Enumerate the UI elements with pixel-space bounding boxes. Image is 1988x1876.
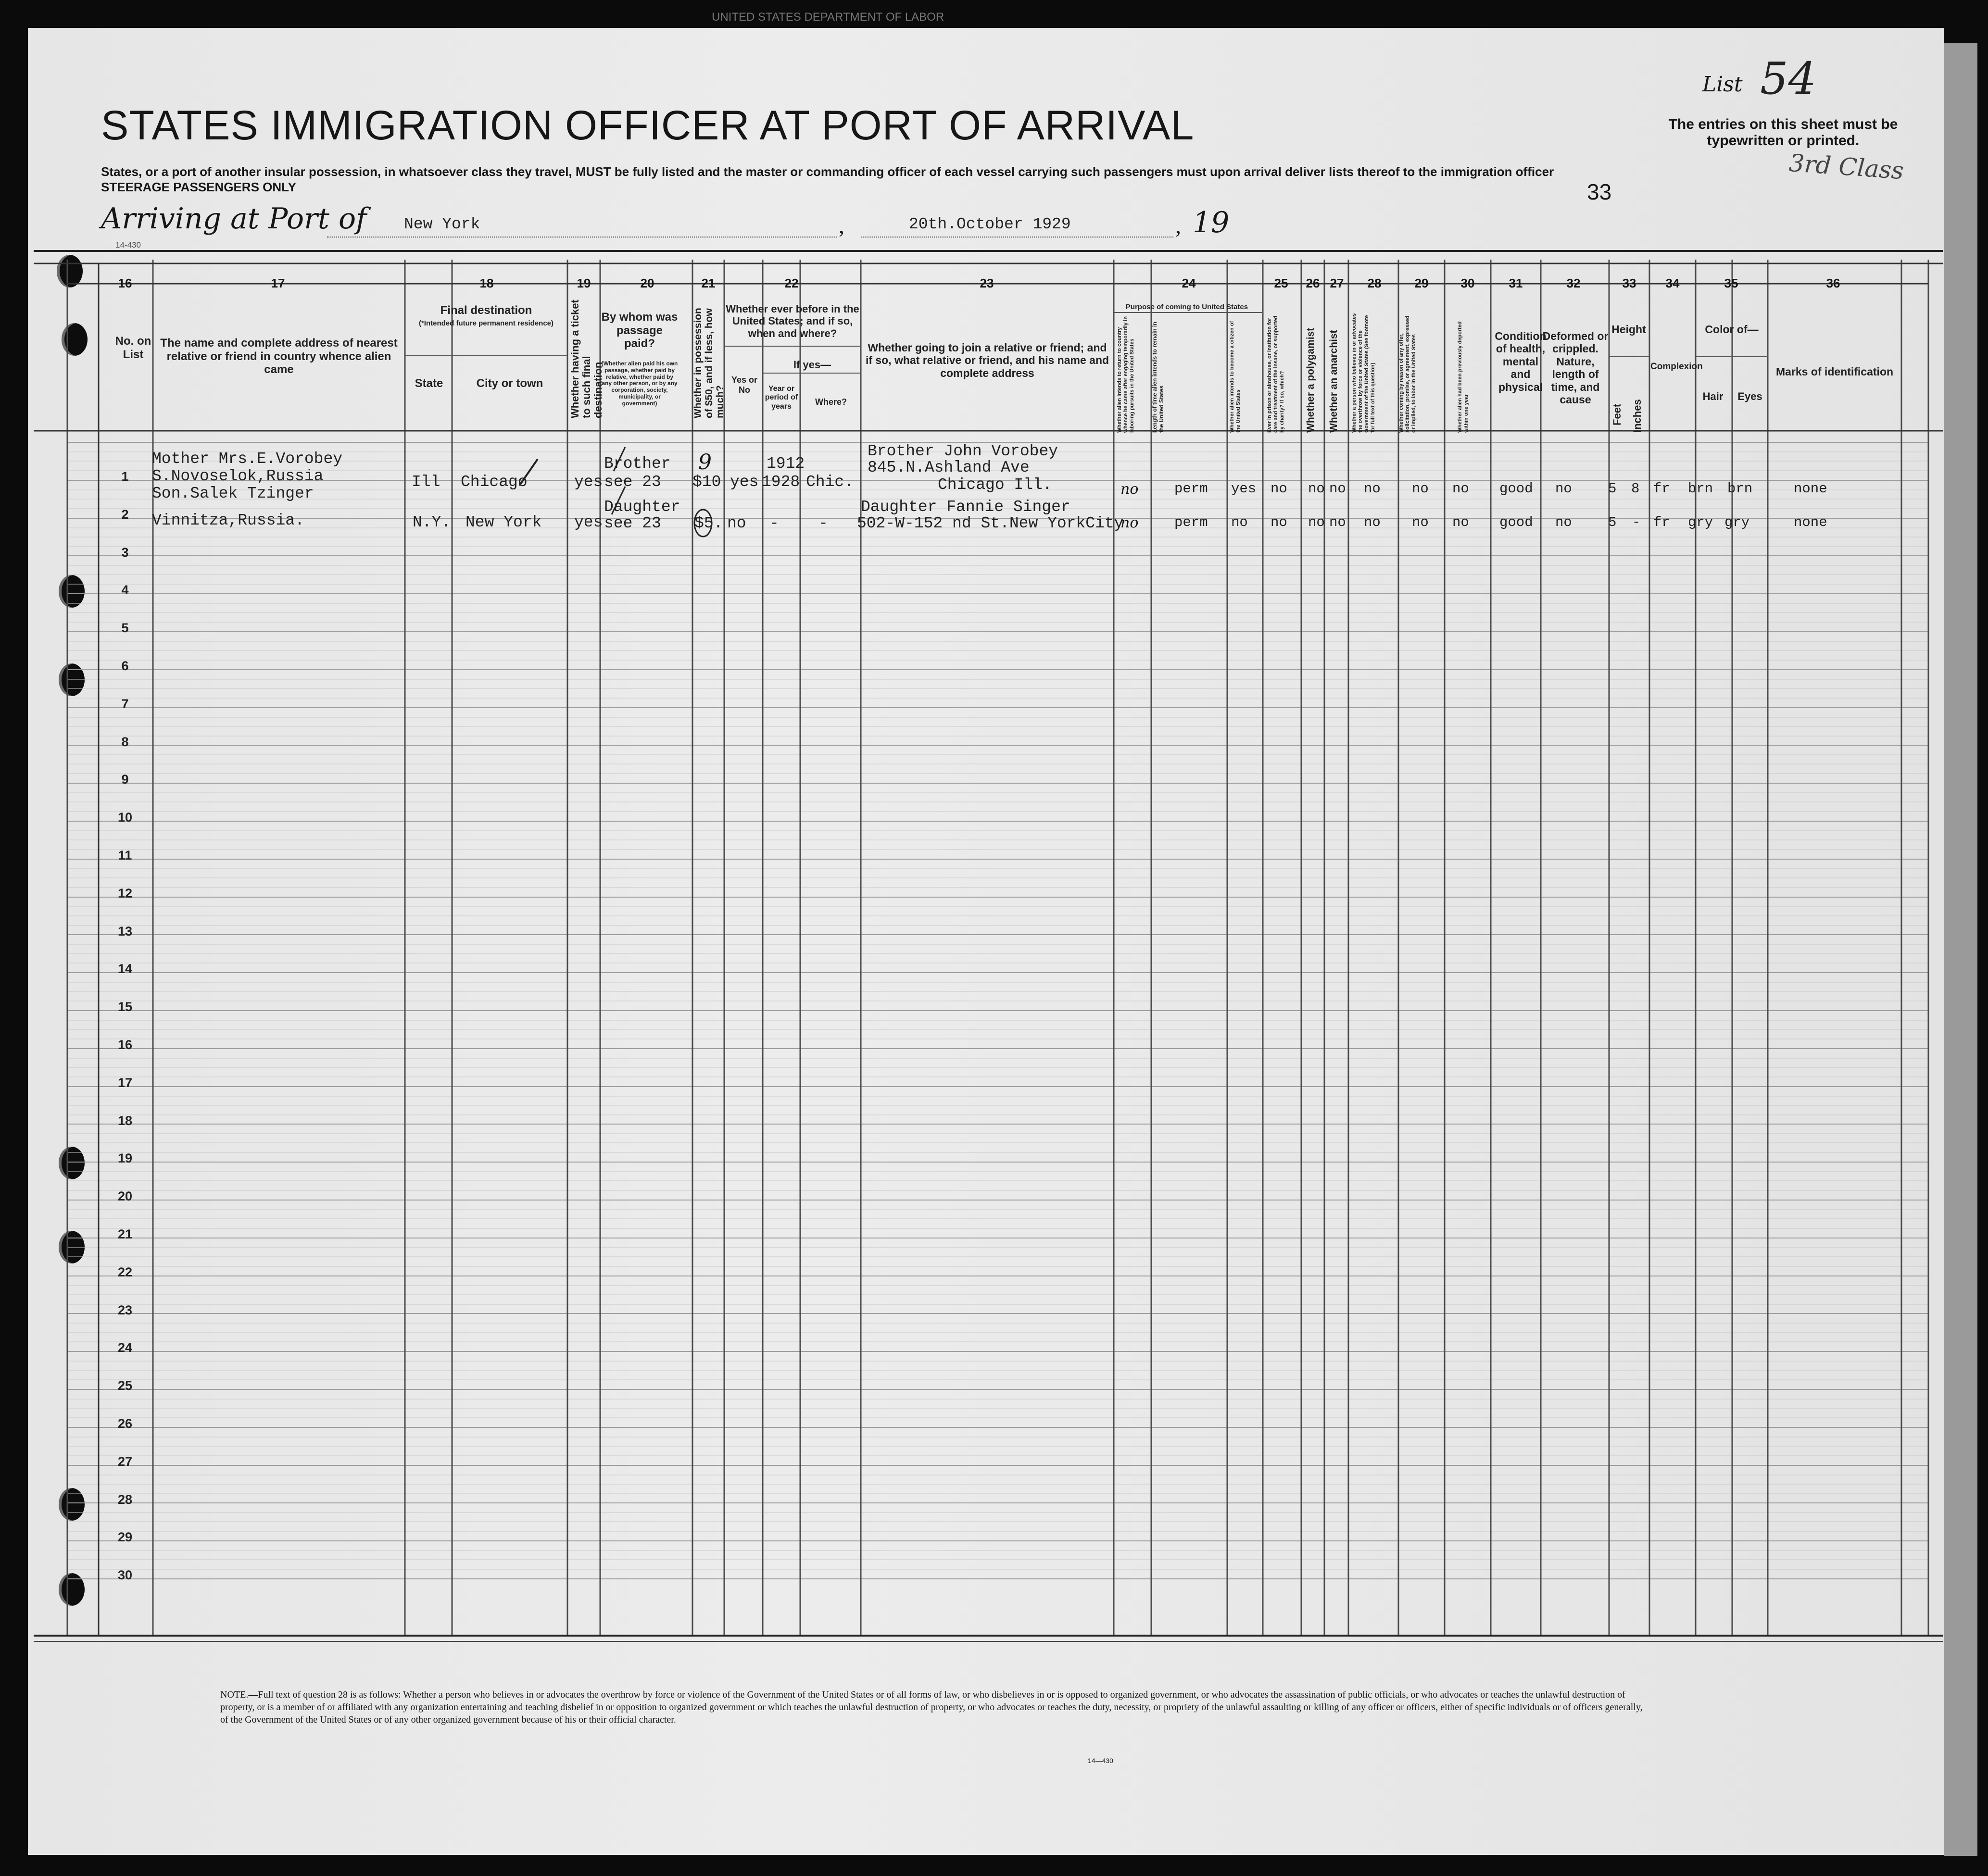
column-number: 24: [1182, 276, 1196, 290]
polygamist-cell: no: [1308, 514, 1325, 530]
header-eyes: Eyes: [1737, 390, 1762, 402]
row-number: 14: [117, 962, 133, 976]
port-value: New York: [404, 215, 480, 233]
header-final-destination: Final destination: [440, 304, 532, 317]
comma: ,: [839, 213, 844, 238]
column-number: 35: [1724, 276, 1738, 290]
form-code: 14-430: [115, 240, 141, 250]
header-prison: Ever in prison or almshouse, or institution for care and treatment of the insane, or supported by charity? If so, which?: [1267, 315, 1285, 433]
header-color-of: Color of—: [1705, 323, 1759, 336]
comma: ,: [1175, 213, 1181, 238]
row-number: 4: [121, 583, 129, 597]
row-number: 6: [121, 659, 129, 673]
marks-cell: none: [1794, 481, 1827, 497]
row-number: 7: [121, 697, 129, 711]
header-ticket: Whether having a ticket to such final destination: [569, 300, 604, 418]
row-number: 17: [117, 1076, 133, 1090]
joining-line1: Daughter Fannie Singer: [861, 498, 1070, 516]
where-cell: Chic.: [806, 473, 854, 491]
anarchist-cell: no: [1329, 481, 1346, 497]
row-number: 25: [117, 1378, 133, 1393]
row-number: 12: [117, 886, 133, 900]
row-number: 1: [121, 469, 129, 484]
eyes-cell: gry: [1724, 514, 1750, 530]
overthrow-cell: no: [1364, 514, 1381, 530]
inches-cell: -: [1632, 514, 1641, 530]
passage-line2: see 23: [604, 473, 661, 491]
header-polygamist: Whether a polygamist: [1305, 327, 1316, 433]
column-number: 17: [271, 276, 285, 290]
row-number: 18: [117, 1113, 133, 1128]
header-relative: The name and complete address of nearest relative or friend in country whence alien came: [160, 337, 398, 376]
column-number: 16: [118, 276, 132, 290]
marks-cell: none: [1794, 514, 1827, 530]
arriving-label: Arriving at Port of: [101, 202, 367, 236]
column-number: 36: [1826, 276, 1840, 290]
check-mark: [614, 447, 625, 471]
header-purpose-return: Whether alien intends to return to country whence he came after engaging temporarily in laboring pursuits in the United States: [1117, 316, 1135, 433]
row-number: 8: [121, 735, 129, 749]
where-cell: -: [818, 514, 828, 532]
before-cell: yes: [730, 473, 759, 491]
header-deported: Whether alien had been previously deported within one year: [1457, 321, 1469, 433]
row-number: 2: [121, 507, 129, 522]
column-number: 31: [1509, 276, 1523, 290]
header-anarchist: Whether an anarchist: [1328, 330, 1339, 433]
header-money: Whether in possession of $50, and if less, how much?: [692, 308, 726, 418]
form-instructions: States, or a port of another insular possession, in whatsoever class they travel, MUST be fully listed and the master or commanding officer of each vessel carrying such passengers must upon arrival deliver lists thereof to the immigration officer: [101, 164, 1554, 179]
anarchist-cell: no: [1329, 514, 1346, 530]
relative-line1: Mother Mrs.E.Vorobey: [152, 450, 343, 468]
before-cell: no: [727, 514, 746, 532]
passenger-class: STEERAGE PASSENGERS ONLY: [101, 180, 296, 194]
column-number: 29: [1414, 276, 1429, 290]
column-number: 28: [1367, 276, 1382, 290]
column-number: 32: [1566, 276, 1581, 290]
row-number: 3: [121, 545, 129, 560]
row-number: 15: [117, 1000, 133, 1014]
row-number: 30: [117, 1568, 133, 1582]
citizen-cell: yes: [1231, 481, 1257, 497]
row-number: 22: [117, 1265, 133, 1279]
class-annotation: 3rd Class: [1788, 149, 1905, 185]
row-number: 23: [117, 1303, 133, 1317]
row-number: 28: [117, 1492, 133, 1507]
header-hair: Hair: [1702, 390, 1724, 402]
prison-cell: no: [1271, 481, 1287, 497]
passage-line1: Brother: [604, 455, 671, 473]
header-health: Condition of health, mental and physical: [1495, 330, 1547, 393]
check-mark: [519, 459, 538, 486]
header-state: State: [415, 377, 443, 390]
state-cell: Ill: [412, 473, 440, 491]
money-cell: $10: [692, 473, 721, 491]
return-cell: no: [1120, 481, 1139, 498]
joining-line2: 845.N.Ashland Ave: [868, 459, 1030, 476]
offer-cell: no: [1412, 481, 1429, 497]
row-number: 10: [117, 810, 133, 825]
header-offer: Whether coming by reason of any offer, solicitation, promise, or agreement, expressed or implied, to labor in the United States: [1398, 315, 1417, 433]
length-cell: perm: [1174, 514, 1208, 530]
header-complexion: Complexion: [1650, 362, 1703, 372]
passage-line2: see 23: [604, 514, 661, 532]
footnote: NOTE.—Full text of question 28 is as follows: Whether a person who believes in or advocates the overthrow by force or violence of the Government of the United States or of all forms of law, or who disbelieves in or is opposed to organized government, or who advocates the assassination of public officials, or who advocates or teaches the unlawful destruction of property, or is a member of or affiliated with any organization entertaining and teaching disbelief in or opposition to organized government or which teaches the unlawful destruction of property, or who advocates or teaches the duty, necessity, or propriety of the unlawful assaulting or killing of any officer or officers, either of specific individuals or of officers generally, of the Government of the United States or of any other organized government because of his or their official character.: [220, 1689, 1643, 1725]
year-cell: -: [769, 514, 779, 532]
column-number: 18: [479, 276, 494, 290]
column-number: 33: [1622, 276, 1636, 290]
inches-cell: 8: [1631, 481, 1640, 497]
joining-line3: Chicago Ill.: [938, 476, 1052, 494]
money-mark: 9: [698, 450, 712, 475]
header-height: Height: [1611, 323, 1646, 336]
sheet-number: 33: [1587, 179, 1612, 204]
header-where: Where?: [815, 397, 847, 407]
column-number: 23: [980, 276, 994, 290]
health-cell: good: [1499, 481, 1533, 497]
row-number: 24: [117, 1340, 133, 1355]
header-inches: Inches: [1631, 399, 1643, 433]
header-purpose-citizen: Whether alien intends to become a citizen of the United States: [1229, 321, 1241, 433]
row-number: 16: [117, 1038, 133, 1052]
header-year-period: Year or period of years: [765, 385, 798, 411]
header-no-on-list: No. on List: [115, 335, 151, 361]
city-cell: Chicago: [461, 473, 528, 491]
row-number: 19: [117, 1151, 133, 1165]
row-number: 21: [117, 1227, 133, 1241]
header-marks: Marks of identification: [1775, 365, 1894, 378]
complexion-cell: fr: [1653, 514, 1670, 530]
column-number: 27: [1330, 276, 1344, 290]
column-number: 25: [1274, 276, 1288, 290]
header-purpose-length: Length of time alien intends to remain in the United States: [1151, 322, 1165, 433]
joining-line1: Brother John Vorobey: [868, 442, 1058, 460]
offer-cell: no: [1412, 514, 1429, 530]
health-cell: good: [1499, 514, 1533, 530]
row-number: 9: [121, 772, 129, 787]
header-purpose: Purpose of coming to United States: [1125, 303, 1248, 311]
return-cell: no: [1120, 514, 1139, 531]
column-number: 30: [1460, 276, 1475, 290]
row-number: 27: [117, 1454, 133, 1469]
row-number: 11: [118, 848, 132, 863]
column-number: 22: [784, 276, 799, 290]
deformed-cell: no: [1555, 514, 1572, 530]
deformed-cell: no: [1555, 481, 1572, 497]
relative-line2: S.Novoselok,Russia: [152, 467, 324, 485]
prison-cell: no: [1271, 514, 1287, 530]
year-cell: 1928: [762, 473, 800, 491]
state-cell: N.Y.: [413, 513, 451, 531]
header-deformed: Deformed or crippled. Nature, length of time, and cause: [1542, 330, 1609, 406]
row-number: 5: [121, 621, 129, 635]
arrival-date: 20th.October 1929: [909, 215, 1071, 233]
header-passage-note: (Whether alien paid his own passage, whether paid by relative, whether paid by any other person, or by any corporation, society, municipality, or government): [601, 360, 678, 407]
feet-cell: 5: [1608, 481, 1617, 497]
header-final-destination-note: (*Intended future permanent residence): [418, 319, 554, 327]
ticket-cell: yes: [574, 473, 603, 491]
header-if-yes: If yes—: [793, 359, 831, 371]
column-number: 20: [640, 276, 654, 290]
column-number: 19: [577, 276, 591, 290]
row-number: 29: [117, 1530, 133, 1544]
polygamist-cell: no: [1308, 481, 1325, 497]
passage-line1: Daughter: [604, 498, 680, 516]
row-number: 26: [117, 1416, 133, 1431]
relative-line2: Vinnitza,Russia.: [152, 512, 304, 529]
column-number: 34: [1665, 276, 1680, 290]
hair-cell: gry: [1688, 514, 1713, 530]
length-cell: perm: [1174, 481, 1208, 497]
eyes-cell: brn: [1727, 481, 1753, 497]
money-cell: $5.: [694, 514, 723, 532]
header-overthrow: Whether a person who believes in or advocates the overthrow by force or violence of the Government of the United States (See footnote for full text of this question): [1351, 313, 1376, 433]
header-city: City or town: [476, 377, 543, 390]
city-cell: New York: [466, 513, 542, 531]
header-yes-no: Yes or No: [731, 375, 758, 395]
header-joining: Whether going to join a relative or friend; and if so, what relative or friend, and his name and complete address: [865, 341, 1109, 379]
list-label: List: [1702, 72, 1743, 97]
column-number: 26: [1306, 276, 1320, 290]
header-passage: By whom was passage paid?: [601, 311, 678, 350]
faint-header: UNITED STATES DEPARTMENT OF LABOR: [712, 11, 944, 24]
check-mark: [612, 487, 625, 514]
complexion-cell: fr: [1653, 481, 1670, 497]
deported-cell: no: [1452, 481, 1469, 497]
row-number: 20: [117, 1189, 133, 1203]
row-number: 13: [117, 924, 133, 938]
column-number: 21: [701, 276, 716, 290]
handwritten-circle: [694, 510, 712, 537]
ticket-cell: yes: [574, 513, 603, 531]
citizen-cell: no: [1231, 514, 1248, 530]
joining-line2: 502-W-152 nd St.New YorkCity: [857, 514, 1124, 532]
typewritten-note: The entries on this sheet must be typewritten or printed.: [1668, 116, 1898, 149]
relative-line1: Son.Salek Tzinger: [152, 485, 314, 502]
footnote-code: 14—430: [1088, 1757, 1113, 1764]
page-title: STATES IMMIGRATION OFFICER AT PORT OF ARRIVAL: [101, 102, 1195, 149]
hair-cell: brn: [1688, 481, 1713, 497]
header-feet: Feet: [1611, 403, 1623, 425]
year-cell: 1912: [767, 455, 805, 473]
deported-cell: no: [1452, 514, 1469, 530]
header-before-us: Whether ever before in the United States; and if so, when and where?: [726, 303, 859, 339]
list-number: 54: [1760, 53, 1817, 104]
feet-cell: 5: [1608, 514, 1617, 530]
overthrow-cell: no: [1364, 481, 1381, 497]
year-suffix: 19: [1193, 206, 1230, 239]
